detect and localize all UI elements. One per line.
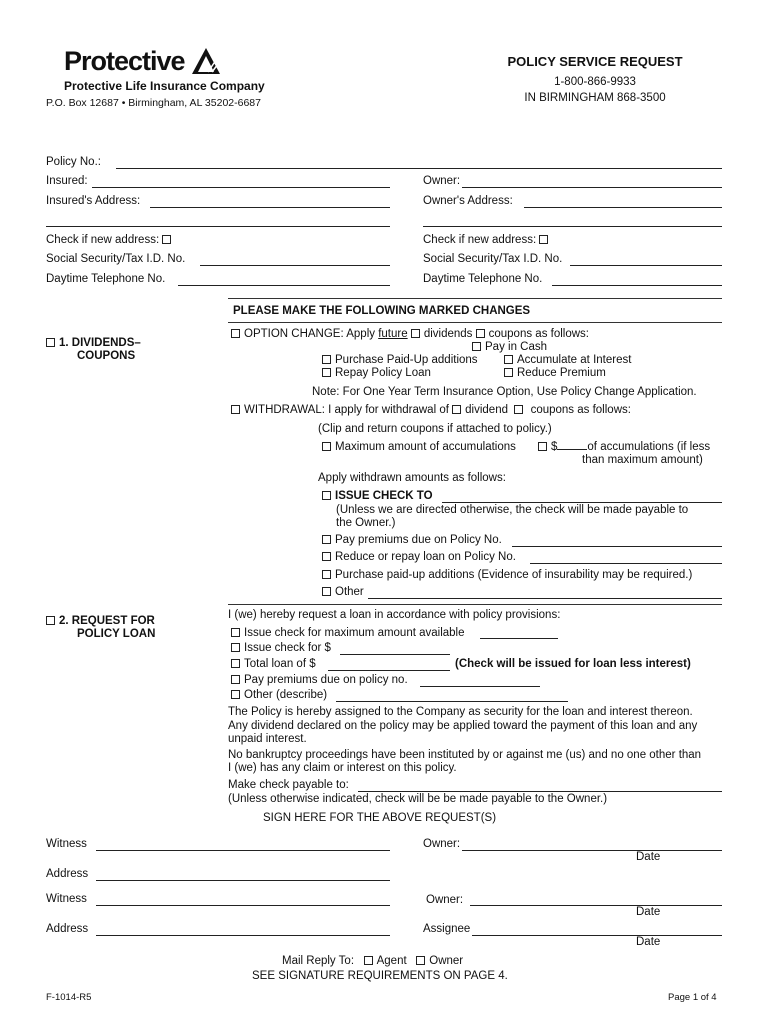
- witness2-field[interactable]: [96, 905, 390, 906]
- owner-ssn-field[interactable]: [570, 265, 722, 266]
- section-divider: [228, 604, 722, 605]
- insured-label: Insured:: [46, 175, 88, 187]
- accumulation-amount-field[interactable]: [557, 449, 587, 450]
- check-new-address-label: Check if new address:: [423, 234, 537, 246]
- owner-new-address-checkbox[interactable]: [539, 235, 548, 244]
- form-title: POLICY SERVICE REQUEST: [507, 54, 683, 69]
- policy-no-label: Policy No.:: [46, 156, 101, 168]
- purchase-paid-up-2-option: Purchase paid-up additions (Evidence of insurability may be required.): [322, 569, 692, 581]
- clip-return-note: (Clip and return coupons if attached to policy.): [318, 423, 552, 435]
- agent-checkbox[interactable]: [364, 956, 373, 965]
- pay-premiums-checkbox[interactable]: [322, 535, 331, 544]
- insured-new-address: [46, 234, 175, 246]
- withdrawal-row: WITHDRAWAL: I apply for withdrawal of dividend coupons as follows:: [231, 404, 631, 416]
- coupons2-checkbox[interactable]: [514, 405, 523, 414]
- section2-label-2: POLICY LOAN: [77, 628, 156, 640]
- owner-ssn-label: Social Security/Tax I.D. No.: [423, 253, 563, 265]
- issue-for-checkbox[interactable]: [231, 643, 240, 652]
- address-field[interactable]: [96, 880, 390, 881]
- term-note: Note: For One Year Term Insurance Option, Use Policy Change Application.: [312, 386, 697, 398]
- section-divider: [228, 322, 722, 323]
- changes-heading: PLEASE MAKE THE FOLLOWING MARKED CHANGES: [233, 305, 531, 317]
- reduce-repay-option: Reduce or repay loan on Policy No.: [322, 551, 516, 563]
- dividends-checkbox[interactable]: [411, 329, 420, 338]
- other-describe-checkbox[interactable]: [231, 690, 240, 699]
- insured-ssn-label: Social Security/Tax I.D. No.: [46, 253, 186, 265]
- form-number: F-1014-R5: [46, 992, 92, 1003]
- pay-premiums-loan-field[interactable]: [420, 686, 540, 687]
- date3-label: Date: [636, 936, 661, 948]
- owner-address-field[interactable]: [524, 207, 722, 208]
- section2-checkbox[interactable]: [46, 616, 55, 625]
- insured-address-field[interactable]: [150, 207, 390, 208]
- check-new-address-label: Check if new address:: [46, 234, 160, 246]
- apply-withdrawn-label: Apply withdrawn amounts as follows:: [318, 472, 506, 484]
- unless-owner-note: (Unless otherwise indicated, check will be be made payable to the Owner.): [228, 793, 608, 805]
- assigned-text-2: Any dividend declared on the policy may be applied toward the payment of this loan and any: [228, 720, 698, 732]
- repay-loan-option: Repay Policy Loan: [322, 367, 431, 379]
- assigned-text-1: The Policy is hereby assigned to the Company as security for the loan and interest thereon.: [228, 706, 693, 718]
- section-divider: [228, 298, 722, 299]
- address2-label: Address: [46, 923, 89, 935]
- other-field[interactable]: [368, 598, 722, 599]
- issue-check-field[interactable]: [442, 502, 722, 503]
- pay-in-cash-checkbox[interactable]: [472, 342, 481, 351]
- max-accumulations-option: Maximum amount of accumulations: [322, 441, 516, 453]
- address-label: Address: [46, 868, 89, 880]
- owner-sign-label: Owner:: [423, 838, 461, 850]
- insured-phone-field[interactable]: [178, 285, 390, 286]
- section1-label: 1. DIVIDENDS–: [46, 337, 141, 349]
- section1-checkbox[interactable]: [46, 338, 55, 347]
- issue-check-checkbox[interactable]: [322, 491, 331, 500]
- other-checkbox[interactable]: [322, 587, 331, 596]
- amount-accumulations-option: $ of accumulations (if less: [538, 441, 710, 453]
- issue-check-option: ISSUE CHECK TO: [322, 490, 433, 502]
- bankruptcy-text-2: I (we) has any claim or interest on this policy.: [228, 762, 457, 774]
- company-address: P.O. Box 12687 • Birmingham, AL 35202-6687: [46, 97, 261, 109]
- unless-note: (Unless we are directed otherwise, the check will be made payable to: [336, 504, 689, 516]
- total-loan-field[interactable]: [328, 670, 450, 671]
- owner2-sign-label: Owner:: [426, 894, 464, 906]
- withdrawal-checkbox[interactable]: [231, 405, 240, 414]
- owner-field[interactable]: [462, 187, 722, 188]
- max-accumulations-checkbox[interactable]: [322, 442, 331, 451]
- owner2-signature-field[interactable]: [470, 905, 722, 906]
- insured-new-address-checkbox[interactable]: [162, 235, 171, 244]
- date-label: Date: [636, 851, 661, 863]
- witness-field[interactable]: [96, 850, 390, 851]
- address2-field[interactable]: [96, 935, 390, 936]
- page-number: Page 1 of 4: [668, 992, 717, 1003]
- insured-phone-label: Daytime Telephone No.: [46, 273, 166, 285]
- purchase-paid-up-2-checkbox[interactable]: [322, 570, 331, 579]
- sign-here-heading: SIGN HERE FOR THE ABOVE REQUEST(S): [263, 812, 497, 824]
- than-max-note: than maximum amount): [582, 454, 703, 466]
- total-loan-option: Total loan of $: [231, 658, 316, 670]
- pay-in-cash-option: Pay in Cash: [472, 341, 547, 353]
- mail-reply-row: Mail Reply To: Agent Owner: [282, 955, 464, 967]
- issue-max-field[interactable]: [480, 638, 558, 639]
- total-loan-checkbox[interactable]: [231, 659, 240, 668]
- pay-premiums-field[interactable]: [512, 546, 722, 547]
- owner-phone-field[interactable]: [552, 285, 722, 286]
- issue-for-option: Issue check for $: [231, 642, 331, 654]
- accumulate-option: Accumulate at Interest: [504, 354, 631, 366]
- dividend-checkbox[interactable]: [452, 405, 461, 414]
- other-describe-field[interactable]: [336, 701, 568, 702]
- other-option: Other: [322, 586, 364, 598]
- witness2-label: Witness: [46, 893, 87, 905]
- option-change-row: OPTION CHANGE: Apply future dividends coupons as follows:: [231, 328, 589, 340]
- owner-phone-label: Daytime Telephone No.: [423, 273, 543, 285]
- reduce-premium-checkbox[interactable]: [504, 368, 513, 377]
- phone-number: 1-800-866-9933: [554, 76, 636, 88]
- company-logo-wordmark: Protective: [64, 46, 185, 76]
- pay-premiums-loan-checkbox[interactable]: [231, 675, 240, 684]
- pay-premiums-loan-option: Pay premiums due on policy no.: [231, 674, 408, 686]
- issue-max-option: Issue check for maximum amount available: [231, 627, 465, 639]
- assignee-label: Assignee: [423, 923, 471, 935]
- check-issued-note: (Check will be issued for loan less interest): [455, 658, 691, 670]
- purchase-paid-up-option: Purchase Paid-Up additions: [322, 354, 478, 366]
- insured-ssn-field[interactable]: [200, 265, 390, 266]
- section1-label-2: COUPONS: [77, 350, 136, 362]
- owner-address-label: Owner's Address:: [423, 195, 513, 207]
- insured-address-field-2[interactable]: [46, 226, 390, 227]
- issue-for-field[interactable]: [340, 654, 450, 655]
- coupons-checkbox[interactable]: [476, 329, 485, 338]
- insured-field[interactable]: [92, 187, 390, 188]
- repay-loan-checkbox[interactable]: [322, 368, 331, 377]
- insured-address-label: Insured's Address:: [46, 195, 141, 207]
- date2-label: Date: [636, 906, 661, 918]
- unless-note-2: the Owner.): [336, 517, 396, 529]
- owner-label: Owner:: [423, 175, 461, 187]
- bankruptcy-text-1: No bankruptcy proceedings have been instituted by or against me (us) and no one other than: [228, 749, 702, 761]
- pay-premiums-option: Pay premiums due on Policy No.: [322, 534, 502, 546]
- assignee-field[interactable]: [472, 935, 722, 936]
- reduce-repay-field[interactable]: [530, 563, 722, 564]
- assigned-text-3: unpaid interest.: [228, 733, 307, 745]
- make-check-field[interactable]: [358, 791, 722, 792]
- owner-signature-field[interactable]: [462, 850, 722, 851]
- purchase-paid-up-checkbox[interactable]: [322, 355, 331, 364]
- accumulate-checkbox[interactable]: [504, 355, 513, 364]
- signature-requirements-note: SEE SIGNATURE REQUIREMENTS ON PAGE 4.: [252, 970, 508, 982]
- loan-intro: I (we) hereby request a loan in accordance with policy provisions:: [228, 609, 561, 621]
- reduce-repay-checkbox[interactable]: [322, 552, 331, 561]
- owner-new-address: [423, 234, 552, 246]
- section2-label: 2. REQUEST FOR: [46, 615, 155, 627]
- amount-accumulations-checkbox[interactable]: [538, 442, 547, 451]
- witness-label: Witness: [46, 838, 87, 850]
- policy-no-field[interactable]: [116, 168, 722, 169]
- option-change-checkbox[interactable]: [231, 329, 240, 338]
- issue-max-checkbox[interactable]: [231, 628, 240, 637]
- reduce-premium-option: Reduce Premium: [504, 367, 606, 379]
- other-describe-option: Other (describe): [231, 689, 327, 701]
- birmingham-phone: IN BIRMINGHAM 868-3500: [524, 92, 666, 104]
- protective-logo-icon: [190, 46, 230, 76]
- owner-address-field-2[interactable]: [423, 226, 722, 227]
- owner-reply-checkbox[interactable]: [416, 956, 425, 965]
- company-name: Protective Life Insurance Company: [64, 79, 265, 93]
- make-check-label: Make check payable to:: [228, 779, 349, 791]
